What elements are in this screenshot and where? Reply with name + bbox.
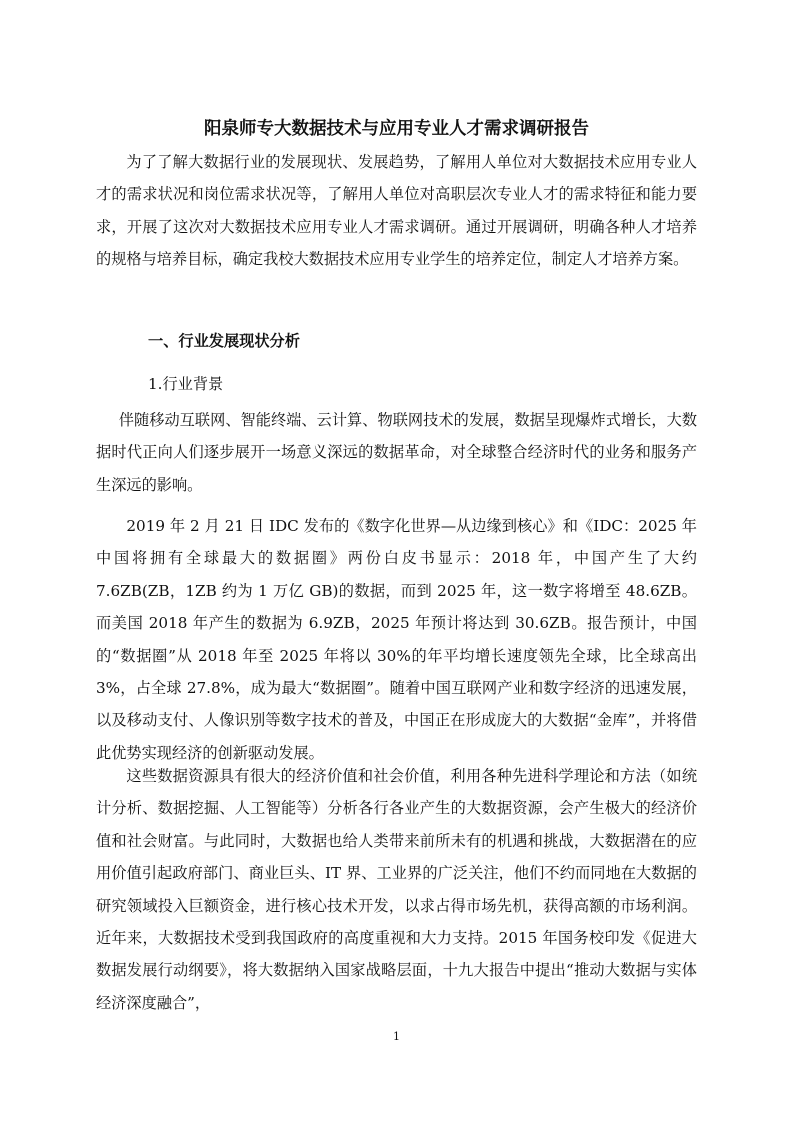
document-title: 阳泉师专大数据技术与应用专业人才需求调研报告 [204, 119, 589, 139]
section-heading: 一、行业发展现状分析 [148, 332, 300, 350]
body-paragraph-2: 2019 年 2 月 21 日 IDC 发布的《数字化世界—从边缘到核心》和《IDC：2025 年中国将拥有全球最大的数据圈》两份白皮书显示：2018 年，中国产生了大约 7.6ZB(ZB，1ZB 约为 1 万亿 GB)的数据，而到 2025 年，这一数字将增至 48.6ZB。而美国 2018 年产生的数据为 6.9ZB，2025 年预计将达到 30.6ZB。报告预计，中国的“数据圈”从 2018 年至 2025 年将以 30%的年平均增长速度领先全球，比全球高出 3%，占全球 27.8%，成为最大“数据圈”。随着中国互联网产业和数字经济的迅速发展，以及移动支付、人像识别等数字技术的普及，中国正在形成庞大的大数据“金库”，并将借此优势实现经济的创新驱动发展。 [96, 517, 697, 762]
subsection-heading: 1.行业背景 [148, 375, 224, 393]
body-paragraph-3: 这些数据资源具有很大的经济价值和社会价值，利用各种先进科学理论和方法（如统计分析、数据挖掘、人工智能等）分析各行各业产生的大数据资源，会产生极大的经济价值和社会财富。与此同时，大数据也给人类带来前所未有的机遇和挑战，大数据潜在的应用价值引起政府部门、商业巨头、IT 界、工业界的广泛关注，他们不约而同地在大数据的研究领域投入巨额资金，进行核心技术开发，以求占得市场先机，获得高额的市场利润。近年来，大数据技术受到我国政府的高度重视和大力支持。2015 年国务校印发《促进大数据发展行动纲要》，将大数据纳入国家战略层面，十九大报告中提出“推动大数据与实体经济深度融合”， [96, 767, 697, 1012]
page-number: 1 [393, 1030, 400, 1043]
body-paragraph-1: 伴随移动互联网、智能终端、云计算、物联网技术的发展，数据呈现爆炸式增长，大数据时代正向人们逐步展开一场意义深远的数据革命，对全球整合经济时代的业务和服务产生深远的影响。 [96, 411, 697, 494]
intro-paragraph: 为了了解大数据行业的发展现状、发展趋势，了解用人单位对大数据技术应用专业人才的需求状况和岗位需求状况等，了解用人单位对高职层次专业人才的需求特征和能力要求，开展了这次对大数据技术应用专业人才需求调研。通过开展调研，明确各种人才培养的规格与培养目标，确定我校大数据技术应用专业学生的培养定位，制定人才培养方案。 [96, 153, 697, 269]
